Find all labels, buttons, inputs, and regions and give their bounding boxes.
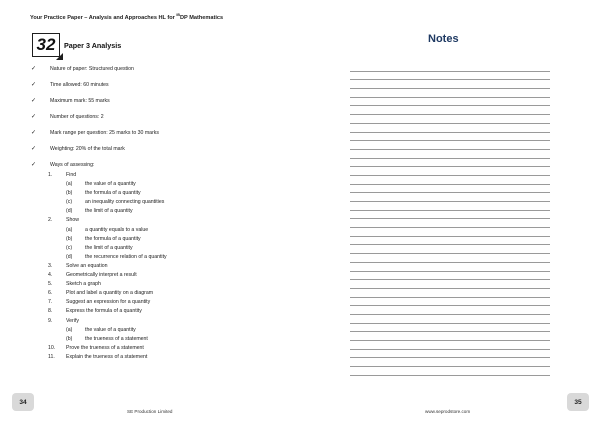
check-icon: ✓ [31,66,37,72]
assessment-subitem [31,189,291,198]
notes-lines [350,63,550,376]
fact-text: Mark range per question: 25 marks to 30 marks [50,130,159,136]
ways-of-assessing [31,162,291,362]
note-line [350,219,550,228]
item-number: 1. [48,172,53,178]
assessment-subitem [31,326,291,335]
item-text: Explain the trueness of a statement [66,353,148,360]
page-number-left: 34 [12,393,34,411]
section-title: Paper 3 Analysis [64,41,122,50]
item-number: 8. [48,308,53,315]
note-line [350,245,550,254]
fact-text: Maximum mark: 55 marks [50,98,110,104]
website-link[interactable]: www.seprodstore.com [425,409,471,414]
assessment-subitem [31,244,291,253]
assessment-subitem [31,335,291,344]
note-line [350,98,550,107]
fact-text: Weighting: 20% of the total mark [50,146,125,152]
item-text: Plot and label a quantity on a diagram [66,290,154,297]
note-line [350,350,550,359]
check-icon: ✓ [31,98,37,104]
subitem-label: (b) [66,235,73,242]
assessment-item [31,298,291,307]
section-number-badge: 32 [32,33,60,57]
assessment-item [31,317,291,326]
note-line [350,306,550,315]
page-number-right: 35 [567,393,589,411]
note-line [350,133,550,142]
note-line [350,202,550,211]
notes-title: Notes [428,33,459,45]
item-number: 9. [48,317,53,324]
subitem-label: (a) [66,326,73,333]
subitem-label: (d) [66,253,73,260]
running-header: Your Practice Paper – Analysis and Approaches HL for $^{IB}$DP Mathematics [30,13,224,21]
note-line [350,228,550,237]
check-icon: ✓ [31,146,37,152]
note-line [350,63,550,72]
item-text: Geometrically interpret a result [66,272,137,279]
note-line [350,315,550,324]
note-line [350,106,550,115]
subitem-label: (c) [66,244,73,251]
fact-item [31,146,281,162]
fact-text: Number of questions: 2 [50,114,104,120]
fact-text: Time allowed: 60 minutes [50,82,109,88]
item-text: Find [66,172,77,178]
publisher-name: SE Production Limited [127,409,173,414]
item-text: Suggest an expression for a quantity [66,299,151,306]
note-line [350,280,550,289]
fact-item [31,130,281,146]
assessment-subitem [31,207,291,216]
item-text: Sketch a graph [66,281,101,288]
note-line [350,159,550,168]
item-text: Solve an equation [66,262,108,269]
assessment-item [31,271,291,280]
note-line [350,263,550,272]
note-line [350,272,550,281]
assessment-subitem [31,235,291,244]
subitem-label: (b) [66,335,73,342]
subitem-text: the formula of a quantity [85,235,141,242]
item-number: 11. [48,353,55,360]
note-line [350,254,550,263]
assessment-item [31,280,291,289]
note-line [350,89,550,98]
note-line [350,141,550,150]
note-line [350,150,550,159]
note-line [350,72,550,81]
assessment-item [31,262,291,271]
subitem-text: the value of a quantity [85,181,136,188]
note-line [350,115,550,124]
note-line [350,341,550,350]
assessment-item [31,353,291,362]
note-line [350,185,550,194]
assessment-subitem [31,198,291,207]
note-line [350,367,550,376]
item-number: 10. [48,344,56,351]
fact-item [31,114,281,130]
item-text: Prove the trueness of a statement [66,344,144,351]
subitem-label: (a) [66,226,73,233]
note-line [350,332,550,341]
subitem-label: (c) [66,199,73,206]
item-number: 5. [48,281,53,288]
check-icon: ✓ [31,130,37,136]
note-line [350,324,550,333]
note-line [350,211,550,220]
item-text: Verify [66,317,79,324]
subitem-label: (b) [66,190,73,197]
item-number: 4. [48,272,53,279]
note-line [350,289,550,298]
item-text: Show [66,217,79,224]
check-icon: ✓ [31,114,37,120]
item-number: 2. [48,217,53,224]
check-icon: ✓ [31,82,37,88]
fact-item [31,98,281,114]
assessment-item [31,171,291,180]
subitem-text: the value of a quantity [85,326,136,333]
item-number: 7. [48,299,53,306]
note-line [350,124,550,133]
assessment-item [31,289,291,298]
fact-text: Nature of paper: Structured question [50,66,134,72]
note-line [350,167,550,176]
note-line [350,176,550,185]
item-number: 3. [48,262,53,269]
note-line [350,193,550,202]
item-number: 6. [48,290,53,297]
subitem-text: an inequality connecting quantities [85,199,165,206]
note-line [350,237,550,246]
subitem-label: (a) [66,181,73,188]
ways-heading: Ways of assessing: [50,162,95,168]
assessment-subitem [31,253,291,262]
subitem-label: (d) [66,208,73,215]
fact-item [31,82,281,98]
subitem-text: the limit of a quantity [85,244,133,251]
subitem-text: a quantity equals to a value [85,226,149,233]
note-line [350,298,550,307]
assessment-subitem [31,180,291,189]
paper-facts-list [31,66,281,162]
fact-item [31,66,281,82]
item-text: Express the formula of a quantity [66,308,142,315]
subitem-text: the trueness of a statement [85,335,148,342]
assessment-item [31,344,291,353]
assessment-item [31,216,291,225]
note-line [350,80,550,89]
note-line [350,358,550,367]
subitem-text: the limit of a quantity [85,208,133,215]
check-icon: ✓ [31,162,37,168]
assessment-item [31,307,291,316]
subitem-text: the recurrence relation of a quantity [85,253,167,260]
subitem-text: the formula of a quantity [85,190,141,197]
assessment-subitem [31,226,291,235]
